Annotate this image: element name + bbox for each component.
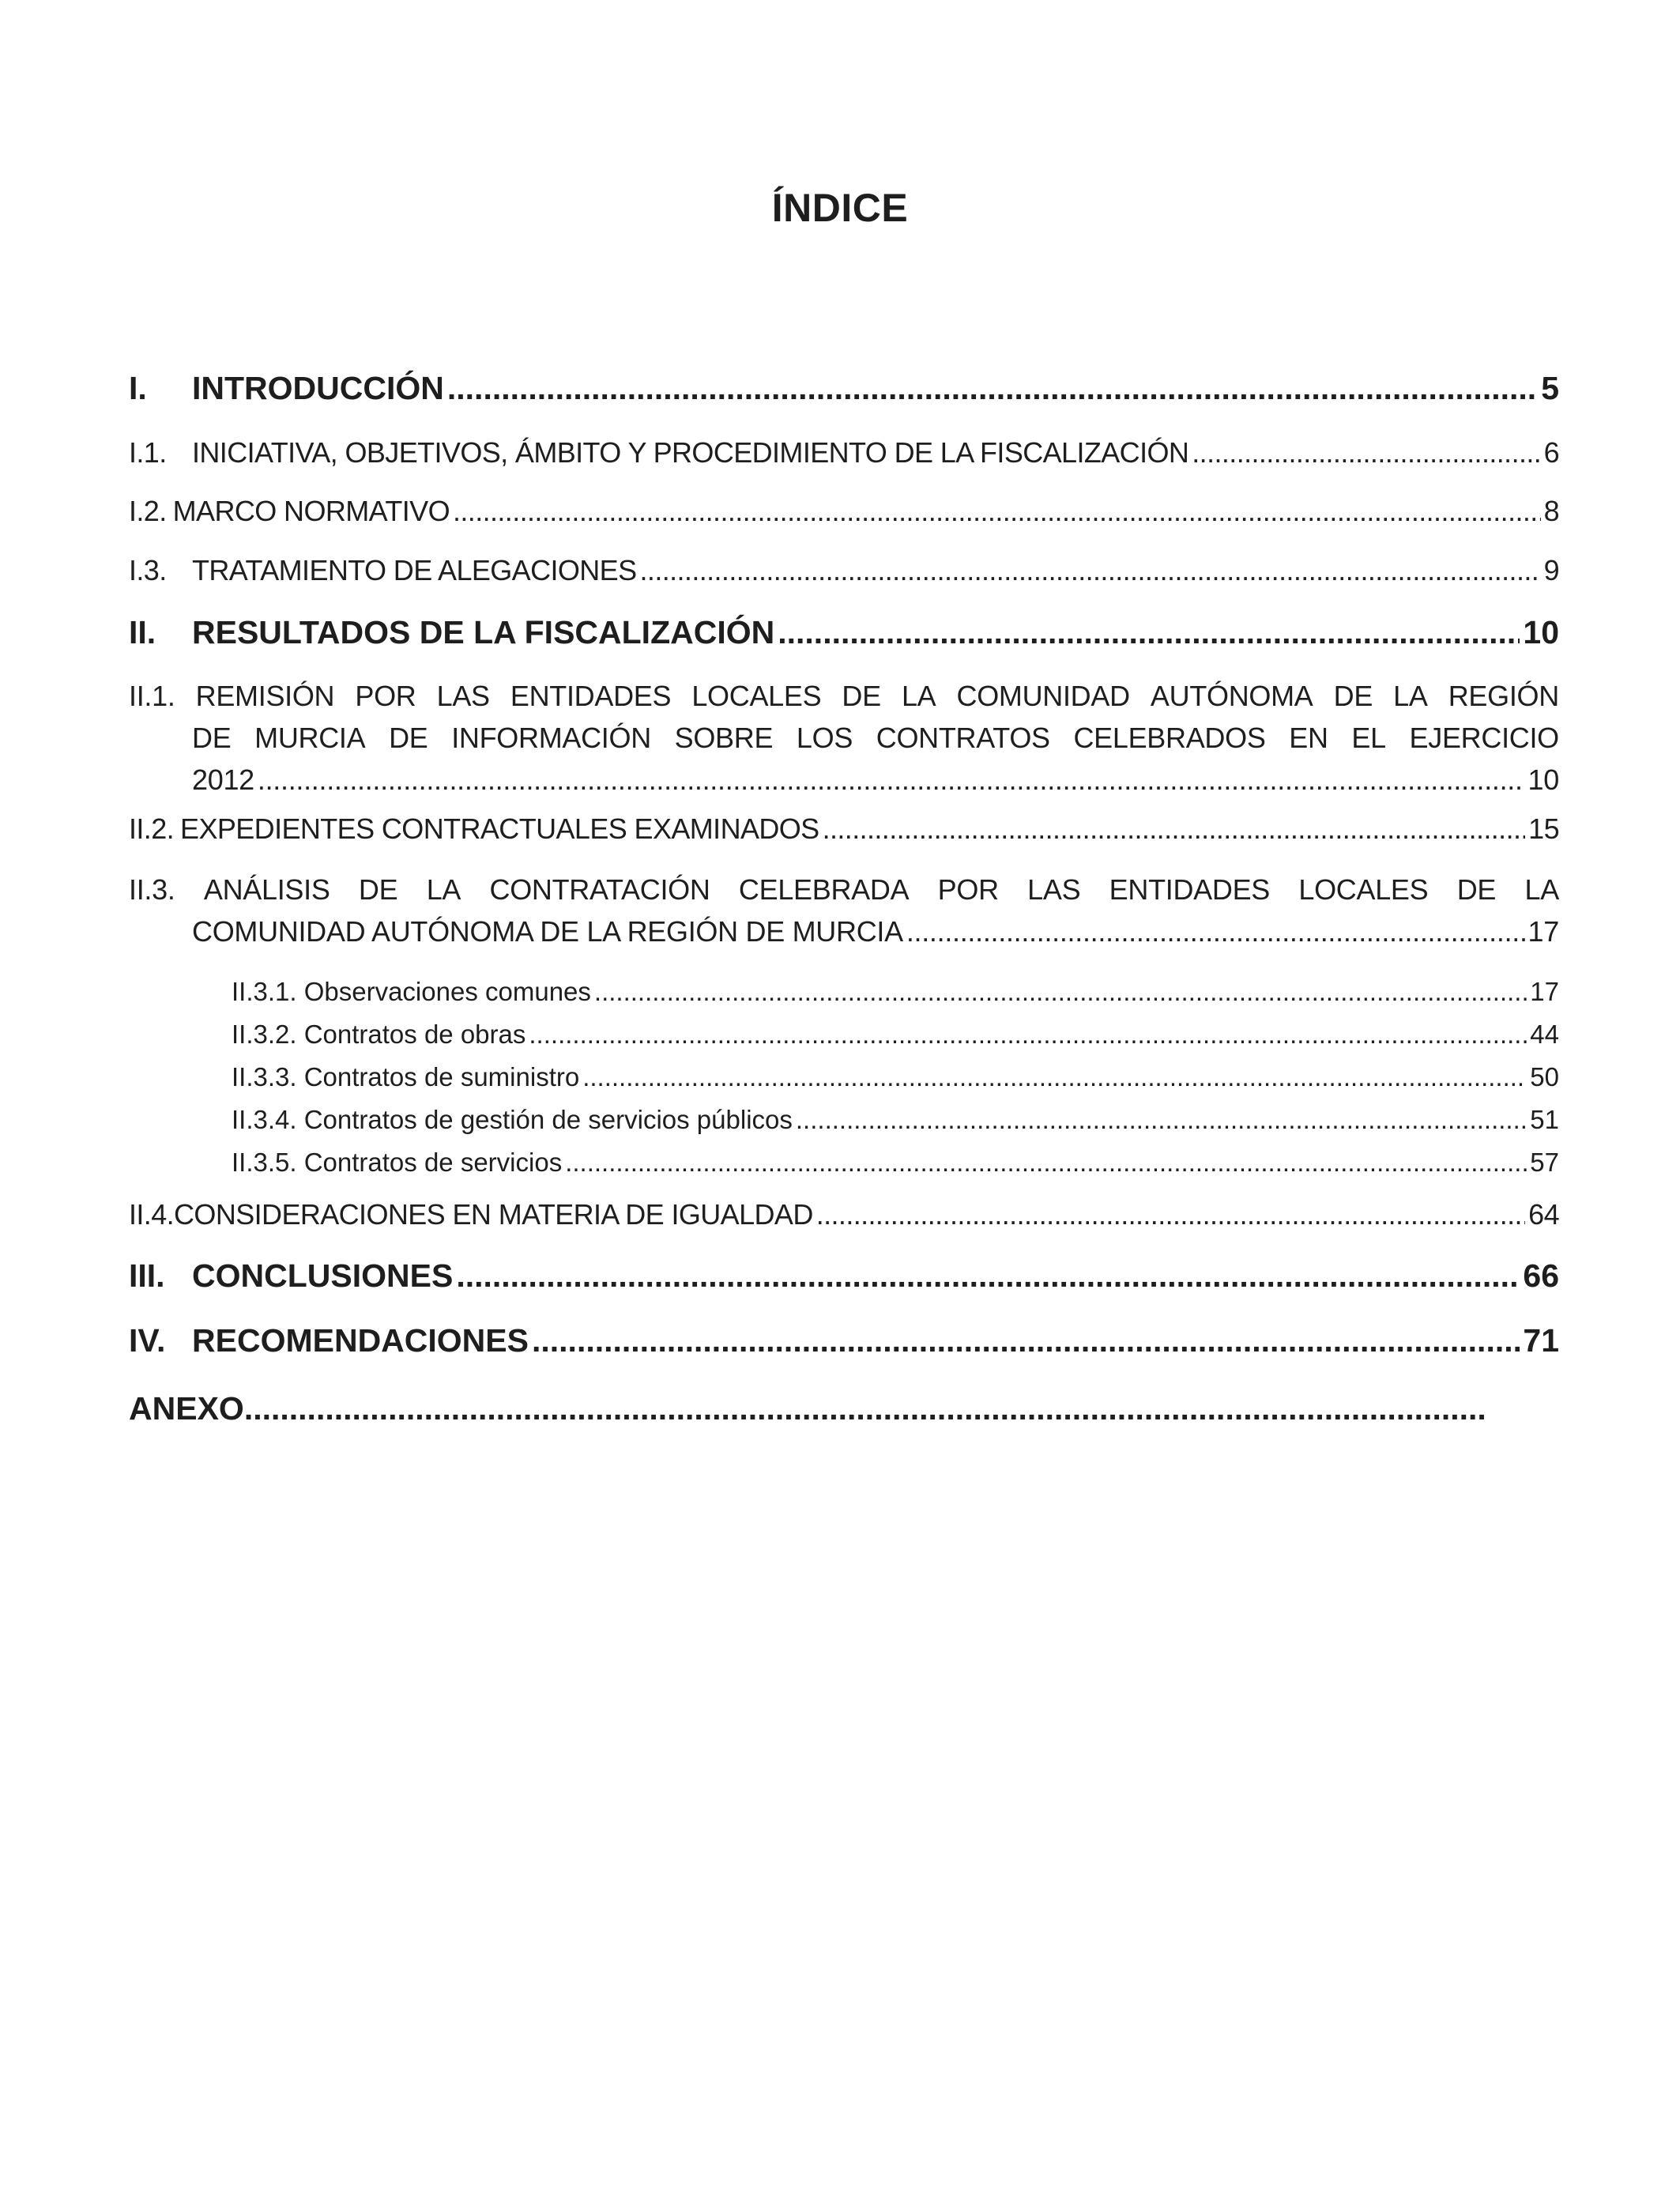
toc-word: ENTIDADES — [1109, 873, 1270, 906]
toc-word: MURCIA — [254, 722, 366, 754]
toc-title: CONSIDERACIONES EN MATERIA DE IGUALDAD — [174, 1198, 813, 1231]
toc-word: LOCALES — [691, 680, 822, 712]
toc-word: CELEBRADA — [738, 873, 910, 906]
toc-title: RESULTADOS DE LA FISCALIZACIÓN — [192, 614, 775, 650]
toc-page-number: 57 — [1530, 1148, 1559, 1177]
toc-number: I.3. — [129, 554, 167, 586]
toc-word: LA — [1524, 873, 1559, 906]
toc-title: CONCLUSIONES — [192, 1257, 454, 1294]
toc-word: REMISIÓN — [195, 680, 335, 712]
toc-leader-dots — [244, 1386, 1488, 1431]
toc-page-number: 17 — [1530, 977, 1559, 1006]
toc-title-line-3 — [129, 759, 1559, 801]
toc-entry-ii2[interactable] — [129, 809, 1559, 849]
toc-entry-ii33[interactable] — [232, 1059, 1559, 1095]
toc-entry-ii34[interactable] — [232, 1102, 1559, 1138]
toc-title: ANEXO — [129, 1390, 244, 1427]
toc-number: II. — [129, 614, 156, 650]
toc-number: III. — [129, 1257, 165, 1294]
toc-title: II.3.3. Contratos de suministro — [232, 1062, 580, 1091]
toc-leader-dots — [582, 1059, 1527, 1095]
toc-number: I. — [129, 370, 147, 406]
toc-page-number: 71 — [1523, 1322, 1559, 1359]
toc-leader-dots — [796, 1102, 1527, 1138]
toc-word: DE — [358, 873, 398, 906]
toc-word: CONTRATACIÓN — [489, 873, 710, 906]
toc-leader-dots — [529, 1016, 1527, 1053]
toc-word: 2012 — [192, 763, 254, 796]
toc-leader-dots — [906, 910, 1525, 952]
toc-title: TRATAMIENTO DE ALEGACIONES — [192, 554, 637, 586]
toc-page-number: 15 — [1528, 812, 1559, 845]
toc-word: REGIÓN — [1448, 680, 1559, 712]
toc-title: COMUNIDAD AUTÓNOMA DE LA REGIÓN DE MURCIA — [192, 915, 903, 948]
toc-entry-ii1[interactable] — [129, 675, 1559, 801]
toc-word: LAS — [436, 680, 490, 712]
page-title: ÍNDICE — [771, 186, 909, 230]
toc-word: AUTÓNOMA — [1150, 680, 1313, 712]
toc-page-number: 5 — [1541, 370, 1559, 406]
toc-word: EJERCICIO — [1409, 722, 1559, 754]
toc-word: LAS — [1027, 873, 1081, 906]
toc-title: RECOMENDACIONES — [192, 1322, 529, 1359]
toc-leader-dots — [816, 1195, 1525, 1235]
toc-word: DE — [1333, 680, 1373, 712]
toc-page-number: 10 — [1527, 763, 1559, 796]
toc-word: SOBRE — [674, 722, 774, 754]
toc-number: I.1. — [129, 436, 167, 469]
toc-title-line-2 — [129, 910, 1559, 952]
toc-page-number: 6 — [1543, 436, 1559, 469]
toc-page-number: 44 — [1530, 1020, 1559, 1049]
toc-page-number: 50 — [1530, 1062, 1559, 1091]
toc-word: EL — [1351, 722, 1386, 754]
toc-title: II.3.4. Contratos de gestión de servicios públicos — [232, 1105, 793, 1134]
toc-title: II.3.5. Contratos de servicios — [232, 1148, 563, 1177]
toc-word: DE — [1456, 873, 1497, 906]
toc-title-line-1 — [129, 869, 1559, 910]
toc-title: II.3.1. Observaciones comunes — [232, 977, 591, 1006]
toc-leader-dots — [778, 610, 1520, 654]
toc-entry-i2[interactable] — [129, 492, 1559, 531]
toc-leader-dots — [640, 551, 1541, 590]
toc-word: DE — [389, 722, 428, 754]
toc-entry-i3[interactable] — [129, 551, 1559, 590]
toc-leader-dots — [456, 1253, 1520, 1298]
toc-leader-dots — [1192, 433, 1540, 473]
toc-word: LA — [1393, 680, 1428, 712]
toc-word: COMUNIDAD — [956, 680, 1130, 712]
toc-leader-dots — [594, 974, 1527, 1010]
toc-word: POR — [937, 873, 999, 906]
toc-entry-anexo[interactable] — [129, 1386, 1488, 1431]
toc-word: LA — [426, 873, 461, 906]
toc-number: II.1. — [129, 680, 175, 712]
toc-leader-dots — [823, 809, 1526, 849]
toc-word: CELEBRADOS — [1073, 722, 1266, 754]
toc-title: INTRODUCCIÓN — [192, 370, 444, 406]
toc-page-number: 51 — [1530, 1105, 1559, 1134]
toc-title: INICIATIVA, OBJETIVOS, ÁMBITO Y PROCEDIMIENTO DE LA FISCALIZACIÓN — [192, 436, 1189, 469]
toc-word: ENTIDADES — [510, 680, 672, 712]
toc-entry-ii3[interactable] — [129, 869, 1559, 952]
toc-leader-dots — [453, 492, 1541, 531]
toc-title: II.3.2. Contratos de obras — [232, 1020, 526, 1049]
toc-number: II.4. — [129, 1198, 175, 1231]
toc-title: MARCO NORMATIVO — [172, 495, 450, 527]
toc-page-number: 17 — [1527, 915, 1559, 948]
toc-word: LA — [901, 680, 936, 712]
toc-entry-ii4[interactable] — [129, 1195, 1559, 1235]
toc-page-number: 66 — [1523, 1257, 1559, 1294]
toc-word: LOCALES — [1298, 873, 1429, 906]
toc-leader-dots — [258, 759, 1525, 801]
toc-number: IV. — [129, 1322, 166, 1359]
toc-word: DE — [842, 680, 881, 712]
toc-entry-introduccion[interactable] — [129, 366, 1559, 410]
toc-leader-dots — [565, 1144, 1527, 1181]
toc-entry-resultados[interactable] — [129, 610, 1559, 654]
toc-word: DE — [192, 722, 232, 754]
toc-word: ANÁLISIS — [203, 873, 330, 906]
toc-number: II.2. — [129, 812, 175, 845]
toc-page-number: 64 — [1528, 1198, 1559, 1231]
toc-entry-ii35[interactable] — [232, 1144, 1559, 1181]
toc-leader-dots — [447, 366, 1538, 410]
toc-word: POR — [355, 680, 416, 712]
toc-word: EN — [1289, 722, 1328, 754]
toc-entry-conclusiones[interactable] — [129, 1253, 1559, 1298]
toc-leader-dots — [532, 1318, 1520, 1363]
toc-page-number: 8 — [1543, 495, 1559, 527]
toc-entry-ii31[interactable] — [232, 974, 1559, 1010]
toc-number: I.2. — [129, 495, 167, 527]
toc-entry-recomendaciones[interactable] — [129, 1318, 1559, 1363]
toc-number: II.3. — [129, 873, 175, 906]
toc-entry-ii32[interactable] — [232, 1016, 1559, 1053]
toc-title-line-1 — [129, 675, 1559, 717]
toc-entry-i1[interactable] — [129, 433, 1559, 473]
toc-word: LOS — [796, 722, 853, 754]
toc-title: EXPEDIENTES CONTRACTUALES EXAMINADOS — [180, 812, 819, 845]
toc-page-number: 10 — [1523, 614, 1559, 650]
toc-title-line-2 — [129, 717, 1559, 759]
toc-word: CONTRATOS — [876, 722, 1050, 754]
toc-word: INFORMACIÓN — [451, 722, 651, 754]
toc-page-number: 9 — [1543, 554, 1559, 586]
